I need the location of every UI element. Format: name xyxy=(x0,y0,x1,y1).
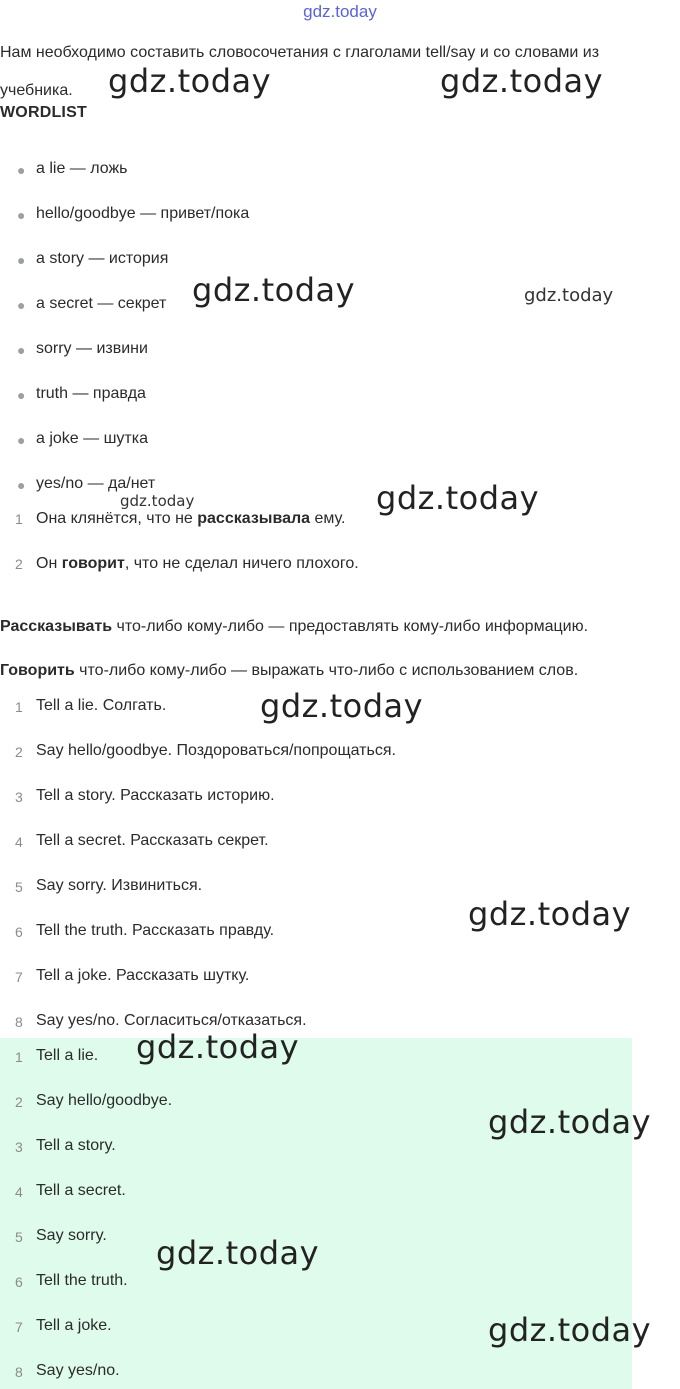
watermark: gdz.today xyxy=(120,492,195,510)
list-number: 6 xyxy=(15,924,23,940)
list-number: 7 xyxy=(15,969,23,985)
bullet-icon: ● xyxy=(17,342,26,358)
bullet-icon: ● xyxy=(17,207,26,223)
list-item: yes/no — да/нет xyxy=(36,475,156,492)
bullet-icon: ● xyxy=(17,387,26,403)
list-number: 3 xyxy=(15,1139,23,1155)
watermark: gdz.today xyxy=(488,1103,652,1141)
list-number: 4 xyxy=(15,1184,23,1200)
list-item: sorry — извини xyxy=(36,340,148,357)
answer-item: Tell a secret. xyxy=(36,1182,126,1199)
answer-item: Say hello/goodbye. xyxy=(36,1092,173,1109)
wordlist-heading: WORDLIST xyxy=(0,104,87,121)
list-number: 1 xyxy=(15,699,23,715)
list-number: 2 xyxy=(15,744,23,760)
translation-item: Say yes/no. Согласиться/отказаться. xyxy=(36,1012,307,1029)
list-number: 8 xyxy=(15,1364,23,1380)
bullet-icon: ● xyxy=(17,432,26,448)
list-item: truth — правда xyxy=(36,385,146,402)
answer-item: Tell a story. xyxy=(36,1137,116,1154)
answer-item: Tell the truth. xyxy=(36,1272,128,1289)
translation-item: Tell a story. Рассказать историю. xyxy=(36,787,275,804)
definition-say: Говорить что-либо кому-либо — выражать что-либо с использованием слов. xyxy=(0,662,579,679)
bullet-icon: ● xyxy=(17,252,26,268)
definition-tell: Рассказывать что-либо кому-либо — предоставлять кому-либо информацию. xyxy=(0,618,589,635)
list-number: 6 xyxy=(15,1274,23,1290)
site-logo[interactable]: gdz.today xyxy=(303,2,377,21)
watermark: gdz.today xyxy=(488,1311,652,1349)
list-number: 2 xyxy=(15,556,23,572)
answer-item: Say sorry. xyxy=(36,1227,107,1244)
intro-text: Нам необходимо составить словосочетания с глаголами tell/say и со словами из учебника. xyxy=(0,44,600,99)
list-item: hello/goodbye — привет/пока xyxy=(36,205,250,222)
list-number: 3 xyxy=(15,789,23,805)
list-item: a lie — ложь xyxy=(36,160,128,177)
bullet-icon: ● xyxy=(17,162,26,178)
list-number: 2 xyxy=(15,1094,23,1110)
bullet-icon: ● xyxy=(17,477,26,493)
example-sentence: Она клянётся, что не рассказывала ему. xyxy=(36,510,346,527)
list-number: 5 xyxy=(15,879,23,895)
watermark: gdz.today xyxy=(260,687,424,725)
watermark: gdz.today xyxy=(440,62,604,100)
watermark: gdz.today xyxy=(524,285,614,306)
bullet-icon: ● xyxy=(17,297,26,313)
answer-item: Tell a lie. xyxy=(36,1047,99,1064)
example-sentence: Он говорит, что не сделал ничего плохого. xyxy=(36,555,359,572)
translation-item: Tell a joke. Рассказать шутку. xyxy=(36,967,250,984)
list-number: 1 xyxy=(15,1049,23,1065)
translation-item: Tell the truth. Рассказать правду. xyxy=(36,922,275,939)
watermark: gdz.today xyxy=(156,1234,320,1272)
answer-item: Tell a joke. xyxy=(36,1317,112,1334)
list-number: 4 xyxy=(15,834,23,850)
list-number: 8 xyxy=(15,1014,23,1030)
watermark: gdz.today xyxy=(136,1028,300,1066)
list-item: a joke — шутка xyxy=(36,430,148,447)
translation-item: Tell a lie. Солгать. xyxy=(36,697,167,714)
list-item: a secret — секрет xyxy=(36,295,167,312)
answer-item: Say yes/no. xyxy=(36,1362,120,1379)
watermark: gdz.today xyxy=(468,895,632,933)
list-item: a story — история xyxy=(36,250,169,267)
watermark: gdz.today xyxy=(192,271,356,309)
list-number: 1 xyxy=(15,511,23,527)
watermark: gdz.today xyxy=(108,62,272,100)
translation-item: Say sorry. Извиниться. xyxy=(36,877,203,894)
translation-item: Tell a secret. Рассказать секрет. xyxy=(36,832,269,849)
list-number: 7 xyxy=(15,1319,23,1335)
list-number: 5 xyxy=(15,1229,23,1245)
watermark: gdz.today xyxy=(376,479,540,517)
translation-item: Say hello/goodbye. Поздороваться/попрощаться. xyxy=(36,742,396,759)
